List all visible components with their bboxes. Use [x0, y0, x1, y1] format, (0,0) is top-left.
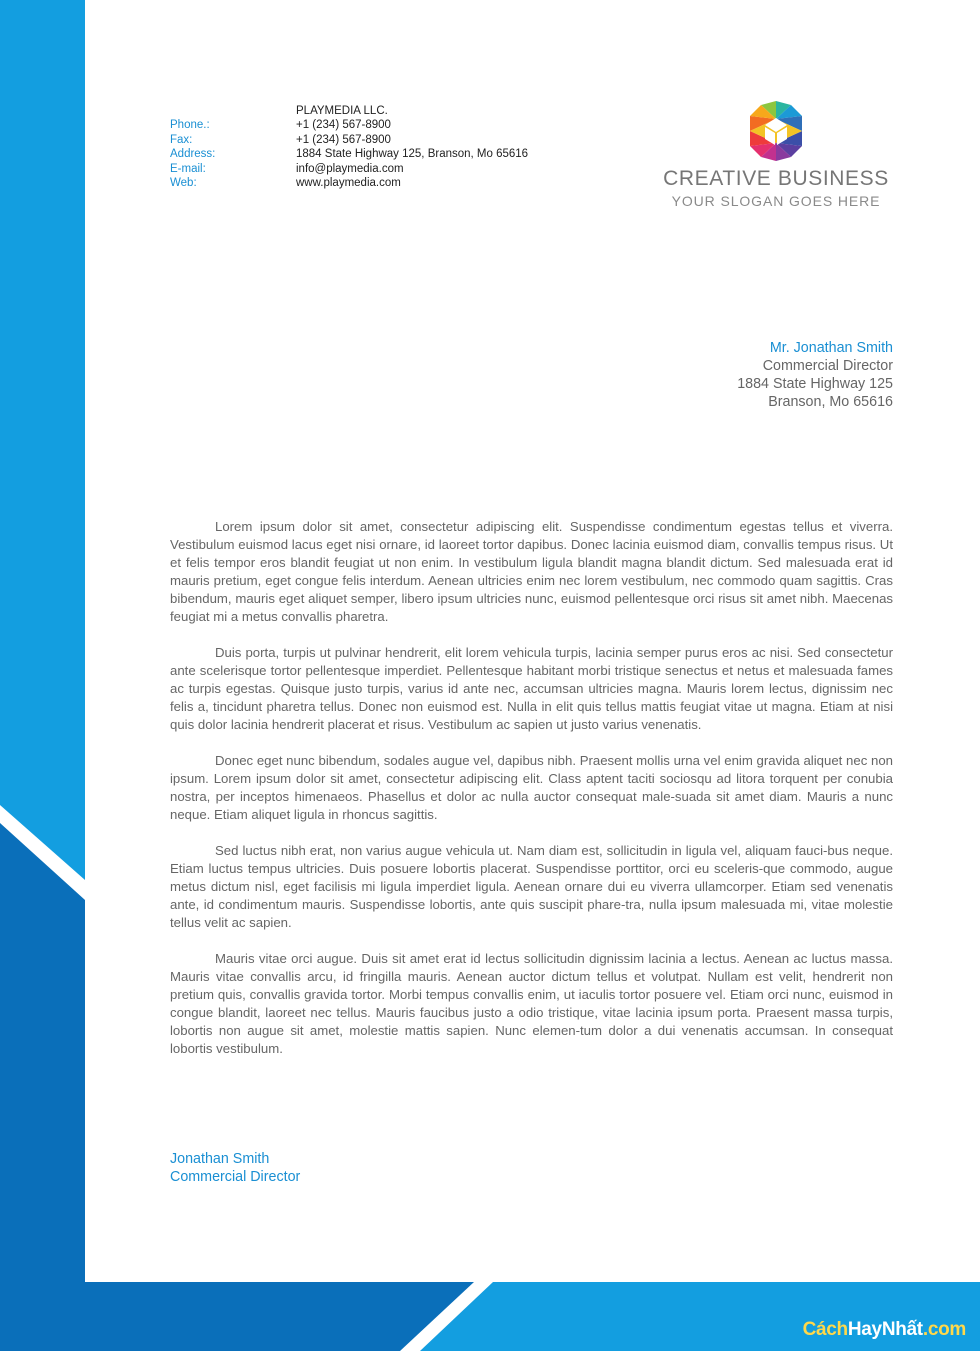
- signature-title: Commercial Director: [170, 1169, 301, 1185]
- contact-value: info@playmedia.com: [296, 162, 404, 175]
- signature-name: Jonathan Smith: [170, 1151, 270, 1167]
- watermark-part: .com: [922, 1319, 966, 1340]
- brand-slogan: YOUR SLOGAN GOES HERE: [671, 193, 881, 209]
- body-paragraph: Sed luctus nibh erat, non varius augue vehicula ut. Nam diam est, sollicitudin in ligula vel, aliquam fauci-bus neque. Etiam luctus tempus ultricies. Duis posuere lobortis placerat. Suspendisse porttitor, orci eu sceleris-que commodo, augue metus dictum nisl, eget facilisis mi ligula imperdiet ligula. Aenean ornare dui eu viverra ullamcorper. Etiam sed venenatis ante, id condimentum mauris. Suspendisse lobortis, ante quis suscipit phare-tra, nulla ipsum malesuada mi, vitae molestie tellus velit ac sapien.: [170, 843, 893, 930]
- contact-row-phone: [170, 118, 528, 132]
- letter-body: [170, 518, 893, 1076]
- body-paragraph: Mauris vitae orci augue. Duis sit amet erat id lectus sollicitudin dignissim lacinia a lectus. Aenean ac luctus massa. Mauris vitae convallis arcu, id fringilla mauris. Aenean auctor dictum tellus et volutpat. Nullam est velit, hendrerit non pretium quis, convallis gravida tortor. Morbi tempus convallis enim, ut iaculis tortor posuere vel. Etiam orci nunc, euismod in congue blandit, laoreet nec tellus. Mauris faucibus justo a odio tristique, vitae lacinia ipsum porta. Praesent massa turpis, lobortis non augue sit amet, molestie mattis sapien. Nunc elemen-tum dolor a dui venenatis accumsan. In consequat lobortis vestibulum.: [170, 951, 893, 1056]
- contact-row-fax: [170, 133, 528, 147]
- signature-block: [170, 1150, 300, 1186]
- recipient-address-line1: 1884 State Highway 125: [737, 376, 893, 392]
- recipient-title: Commercial Director: [762, 358, 893, 374]
- watermark-part: HayNhất: [847, 1319, 923, 1340]
- brand-name: CREATIVE BUSINESS: [663, 167, 889, 190]
- contact-value: www.playmedia.com: [296, 177, 401, 190]
- contact-label: Address:: [170, 148, 216, 161]
- body-paragraph: Donec eget nunc bibendum, sodales augue vel, dapibus nibh. Praesent mollis urna vel enim gravida aliquet nec non ipsum. Lorem ipsum dolor sit amet, consectetur adipiscing elit. Class aptent taciti sociosqu ad litora torquent per conubia nostra, per inceptos himenaeos. Phasellus et dolor ac nulla auctor consequat male-suada sit amet diam. Mauris a nunc neque. Etiam aliquet ligula in rhoncus sagittis.: [170, 753, 893, 822]
- recipient-address-line2: Branson, Mo 65616: [768, 394, 893, 410]
- contact-value: +1 (234) 567-8900: [296, 119, 391, 132]
- body-paragraph: Lorem ipsum dolor sit amet, consectetur adipiscing elit. Suspendisse condimentum egestas tellus et viverra. Vestibulum euismod lacus eget nisi ornare, id laoreet tortor dapibus. Donec lacinia euismod diam, convallis tempus risus. Ut et felis tempor eros blandit feugiat ut non enim. In vestibulum ligula blandit magna blandit dictum. Sed malesuada erat id mauris pretium, eget congue felis interdum. Aenean ultricies enim nec lorem vestibulum, nec commodo quam sagittis. Cras bibendum, mauris eget aliquet semper, libero ipsum ultricies nunc, euismod pellentesque orci risus sit amet nibh. Maecenas feugiat mi a metus convallis pharetra.: [170, 519, 893, 624]
- recipient-name: Mr. Jonathan Smith: [769, 340, 893, 356]
- contact-label: Web:: [170, 177, 197, 190]
- bottom-band-dark: [0, 1282, 474, 1351]
- contact-row-email: [170, 162, 528, 176]
- left-bar-dark: [0, 823, 85, 1282]
- contact-row-web: [170, 176, 528, 190]
- contact-label: E-mail:: [170, 162, 206, 175]
- company-contact-block: [170, 104, 528, 190]
- watermark-part: Cách: [802, 1319, 848, 1340]
- contact-value: 1884 State Highway 125, Branson, Mo 65616: [296, 148, 529, 161]
- recipient-block: [737, 339, 893, 411]
- company-logo: [640, 97, 912, 210]
- body-paragraph: Duis porta, turpis ut pulvinar hendrerit, elit lorem vehicula turpis, lacinia semper purus eros ac nisi. Sed consectetur ante scelerisque tortor pellentesque imperdiet. Pellentesque habitant morbi tristique senectus et netus et malesuada fames ac turpis egestas. Quisque justo turpis, varius id ante nec, accumsan ultricies magna. Mauris lorem lectus, dignissim nec felis a, tincidunt pharetra tellus. Donec non euismod est. Nulla in elit quis tellus mattis feugiat vitae ut magna. Etiam at nisi quis dolor lacinia hendrerit placerat et risus. Vestibulum ac sapien ut justo varius venenatis.: [170, 645, 893, 732]
- company-name: PLAYMEDIA LLC.: [296, 105, 388, 117]
- contact-value: +1 (234) 567-8900: [296, 133, 391, 146]
- contact-label: Fax:: [170, 133, 193, 146]
- contact-row-address: [170, 147, 528, 161]
- left-bar-light: [0, 0, 85, 880]
- company-name-row: [170, 104, 528, 118]
- hexagon-cube-icon: [746, 97, 806, 165]
- site-watermark: [803, 1319, 966, 1341]
- contact-label: Phone.:: [170, 119, 210, 132]
